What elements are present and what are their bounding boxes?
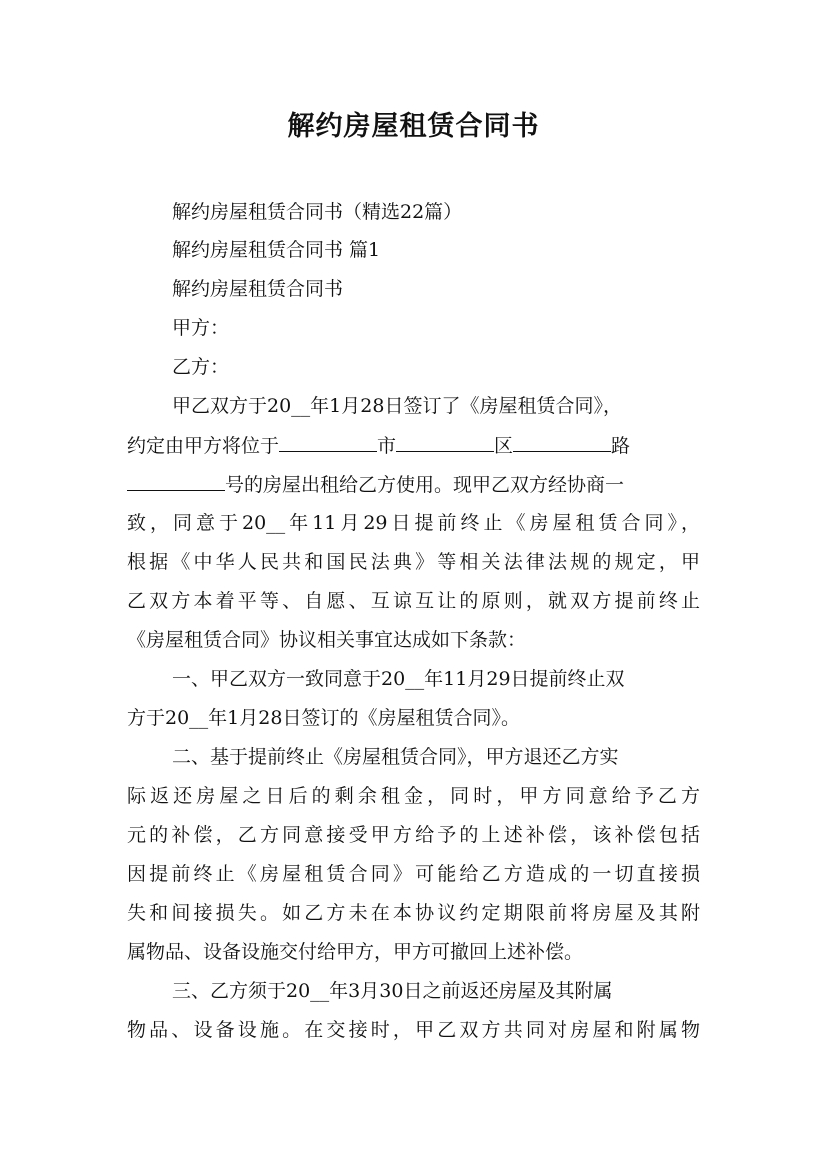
party-a-line: 甲方：: [172, 317, 230, 339]
text-fragment: 号的房屋出租给乙方使用。现甲乙双方经协商一: [225, 474, 625, 496]
text-line: 失和间接损失。如乙方未在本协议约定期限前将房屋及其附: [127, 902, 700, 924]
clause-2-line: 二、基于提前终止《房屋租赁合同》，甲方退还乙方实: [172, 746, 619, 768]
text-line: 因提前终止《房屋租赁合同》可能给乙方造成的一切直接损: [127, 863, 700, 885]
clause-3-line: 三、乙方须于20__年3月30日之前返还房屋及其附属: [172, 980, 613, 1002]
text-line: 致，同意于20__年11月29日提前终止《房屋租赁合同》，: [127, 512, 700, 534]
fill-blank: [396, 433, 494, 452]
text-line: [127, 472, 624, 497]
text-fragment: 路: [611, 435, 631, 457]
section-heading: 解约房屋租赁合同书 篇1: [172, 239, 381, 261]
address-line: [127, 433, 630, 458]
fill-blank: [127, 472, 225, 491]
fill-blank: [513, 433, 611, 452]
document-title: 解约房屋租赁合同书: [287, 111, 540, 142]
subtitle-line: 解约房屋租赁合同书（精选22篇）: [172, 201, 463, 223]
text-line: 属物品、设备设施交付给甲方，甲方可撤回上述补偿。: [127, 941, 584, 963]
text-fragment: 约定由甲方将位于: [127, 435, 280, 457]
text-line: 《房屋租赁合同》协议相关事宜达成如下条款：: [127, 629, 527, 651]
fill-blank: [279, 433, 377, 452]
text-line: 元的补偿，乙方同意接受甲方给予的上述补偿，该补偿包括: [127, 824, 700, 846]
contract-name-line: 解约房屋租赁合同书: [172, 278, 344, 300]
text-line: 际返还房屋之日后的剩余租金，同时，甲方同意给予乙方: [127, 785, 700, 807]
text-line: 物品、设备设施。在交接时，甲乙双方共同对房屋和附属物: [127, 1019, 700, 1041]
text-line: 乙双方本着平等、自愿、互谅互让的原则，就双方提前终止: [127, 590, 700, 612]
text-line: 根据《中华人民共和国民法典》等相关法律法规的规定，甲: [127, 551, 700, 573]
text-line: 甲乙双方于20__年1月28日签订了《房屋租赁合同》，: [172, 395, 622, 417]
party-b-line: 乙方：: [172, 356, 230, 378]
clause-1-line: 一、甲乙双方一致同意于20__年11月29日提前终止双: [172, 668, 625, 690]
text-fragment: 市: [377, 435, 397, 457]
text-line: 方于20__年1月28日签订的《房屋租赁合同》。: [127, 707, 520, 729]
text-fragment: 区: [494, 435, 514, 457]
